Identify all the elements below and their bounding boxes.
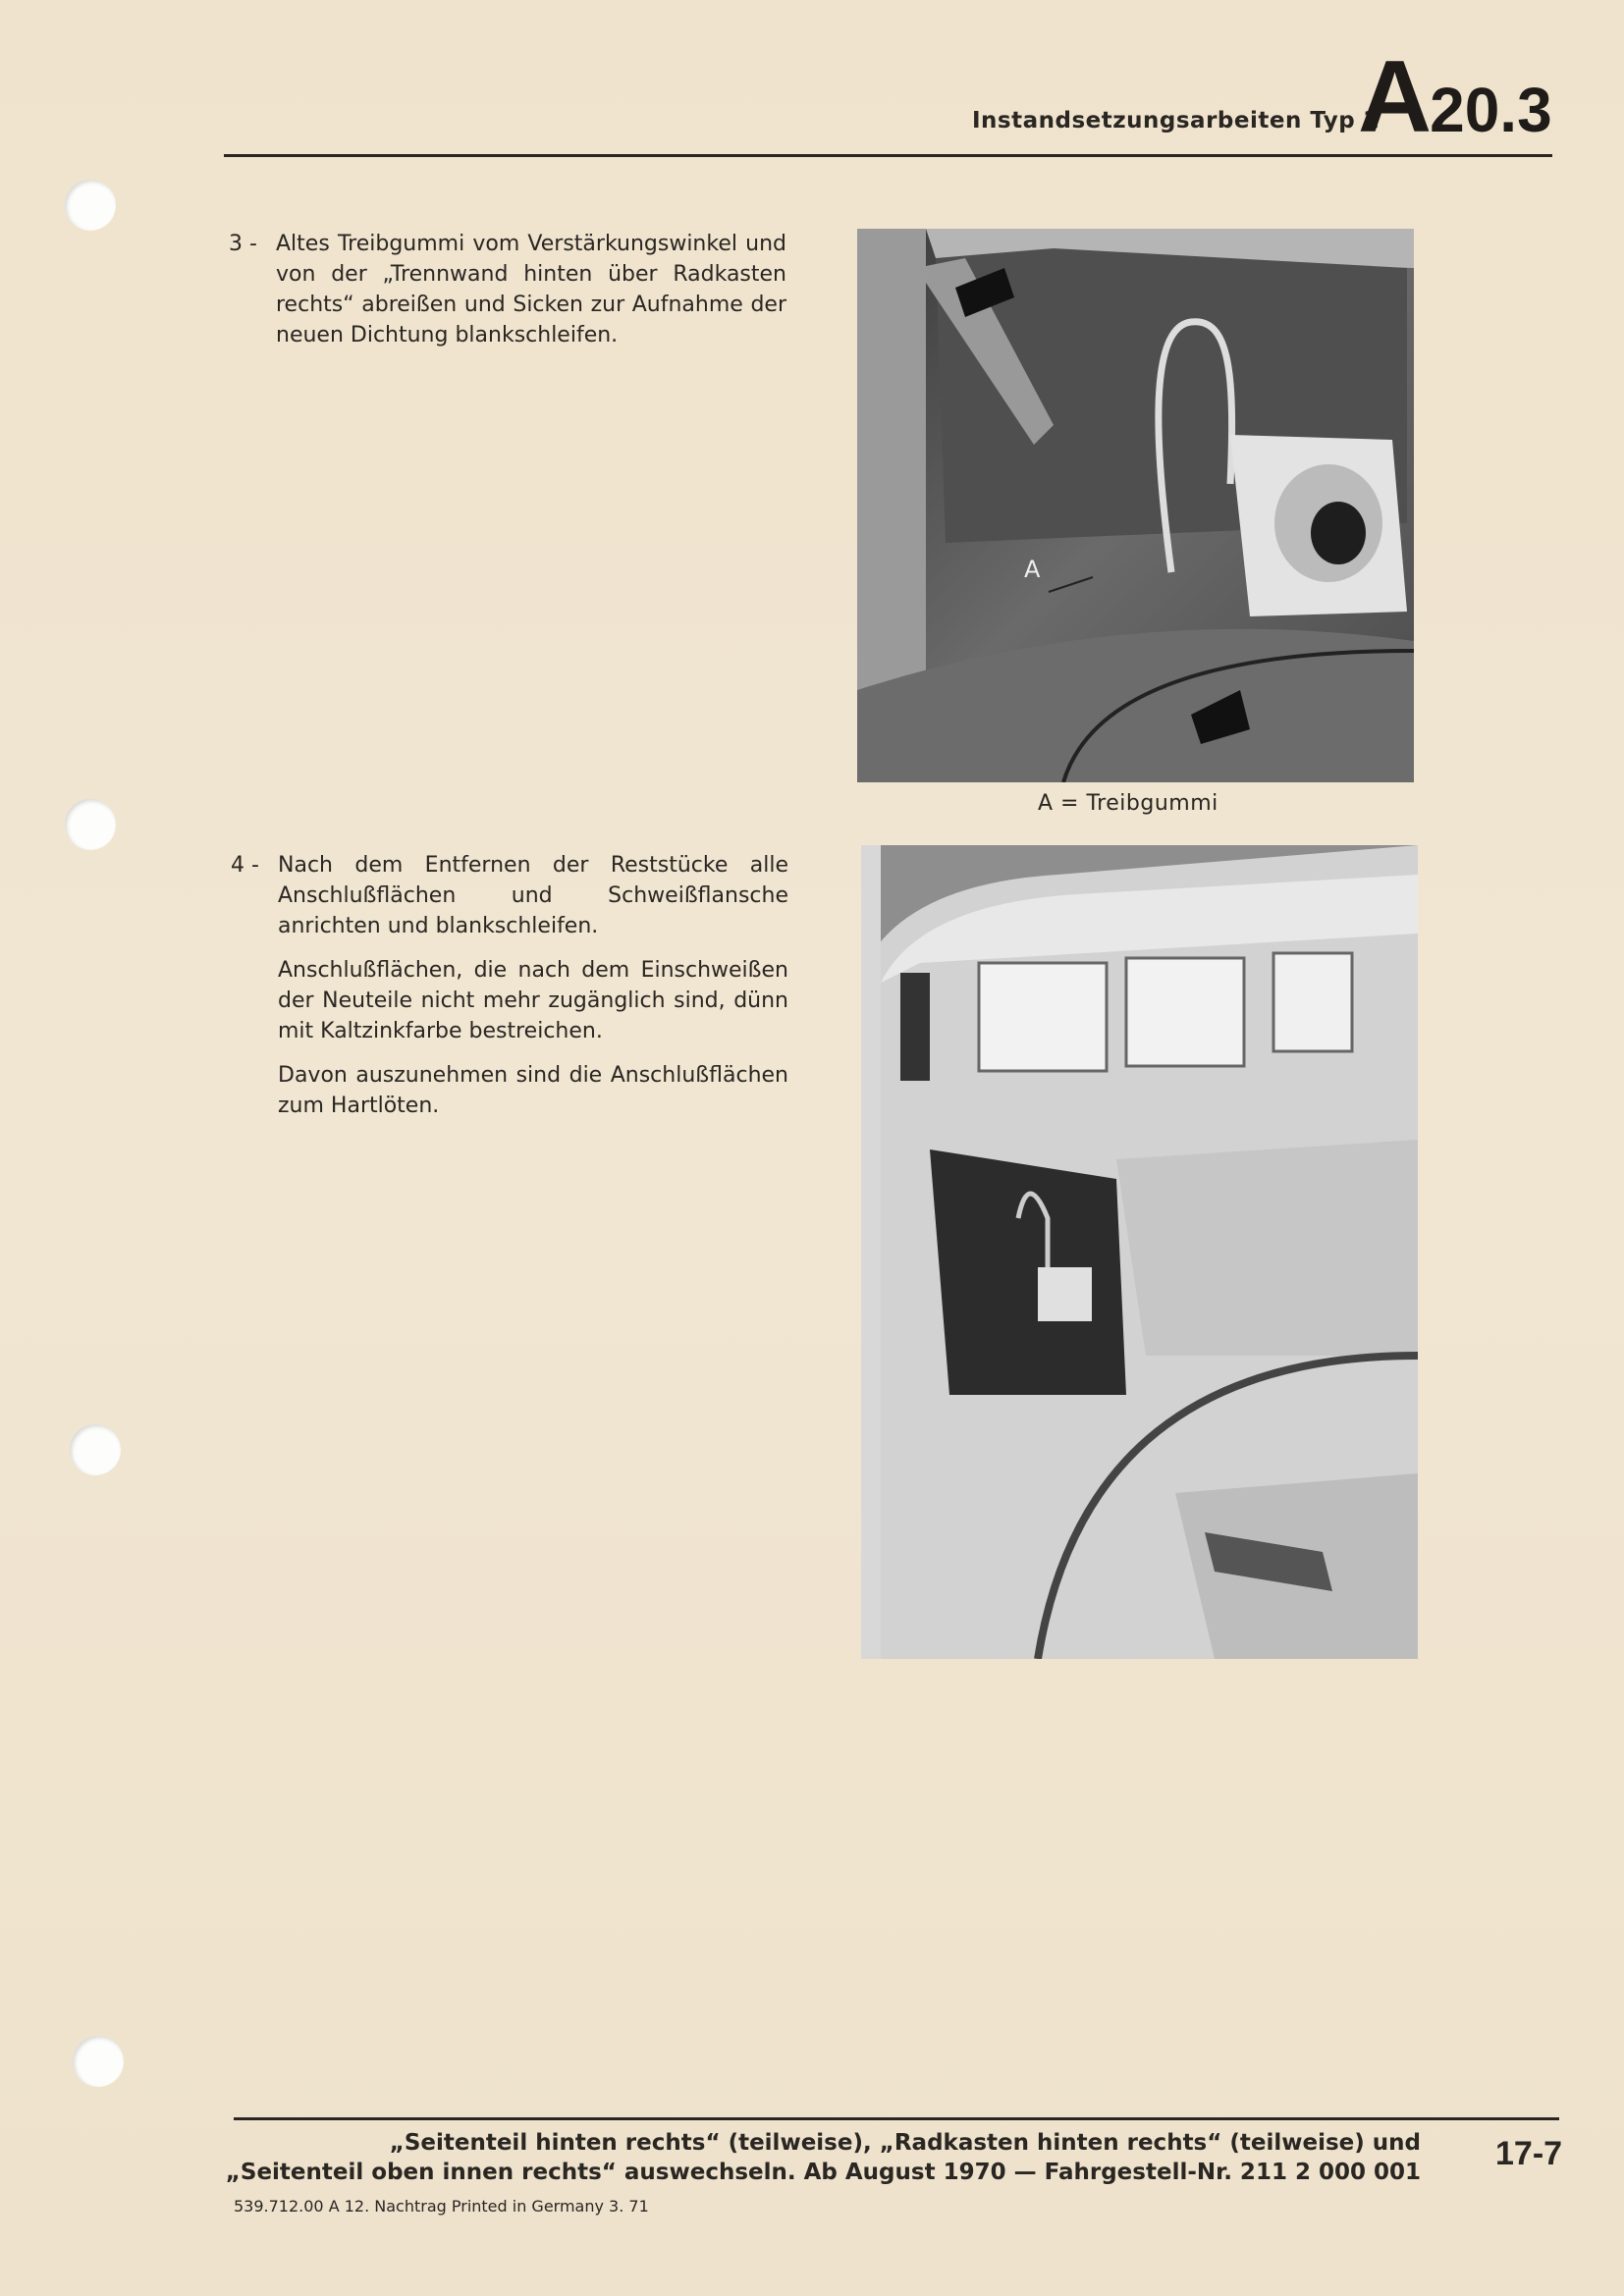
- footer-description: [223, 2128, 1421, 2187]
- page-number: 17-7: [1495, 2135, 1563, 2172]
- photo-van-body-interior: [861, 845, 1418, 1659]
- binder-hole: [65, 799, 116, 850]
- photo-label-a: A: [1024, 556, 1041, 583]
- binder-hole: [70, 1424, 121, 1475]
- footer-line-2: „Seitenteil oben innen rechts“ auswechseln. Ab August 1970 — Fahrgestell-Nr. 211 2 000 001: [225, 2160, 1421, 2185]
- section-code-number: 20.3: [1430, 75, 1552, 145]
- step-3: [229, 229, 786, 350]
- photo1-caption: A = Treibgummi: [1038, 791, 1218, 816]
- footer-rule: [234, 2117, 1559, 2120]
- binder-hole: [65, 180, 116, 231]
- section-code-letter: A: [1358, 40, 1431, 154]
- step-text: Davon auszunehmen sind die Anschlußflächen zum Hartlöten.: [278, 1063, 788, 1118]
- step-text: Anschlußflächen, die nach dem Einschweißen der Neuteile nicht mehr zugänglich sind, dünn mit Kaltzinkfarbe bestreichen.: [278, 958, 788, 1043]
- step-4: [231, 850, 788, 1121]
- photo-partition-wall: [857, 229, 1414, 782]
- footer-line-1: „Seitenteil hinten rechts“ (teilweise), „Radkasten hinten rechts“ (teilweise) und: [389, 2130, 1421, 2156]
- step-text: Nach dem Entfernen der Reststücke alle Anschlußflächen und Schweißflansche anrichten und blankschleifen.: [278, 853, 788, 938]
- step-number: 3 -: [229, 232, 257, 256]
- header-rule: [224, 154, 1552, 157]
- binder-hole: [73, 2036, 124, 2087]
- header-title: Instandsetzungsarbeiten Typ 2: [972, 108, 1380, 133]
- section-code: [1358, 39, 1552, 156]
- print-info: 539.712.00 A 12. Nachtrag Printed in Germany 3. 71: [234, 2197, 649, 2216]
- step-number: 4 -: [231, 853, 259, 878]
- step-text: Altes Treibgummi vom Verstärkungswinkel und von der „Trennwand hinten über Radkasten rechts“ abreißen und Sicken zur Aufnahme der neuen Dichtung blankschleifen.: [276, 232, 786, 347]
